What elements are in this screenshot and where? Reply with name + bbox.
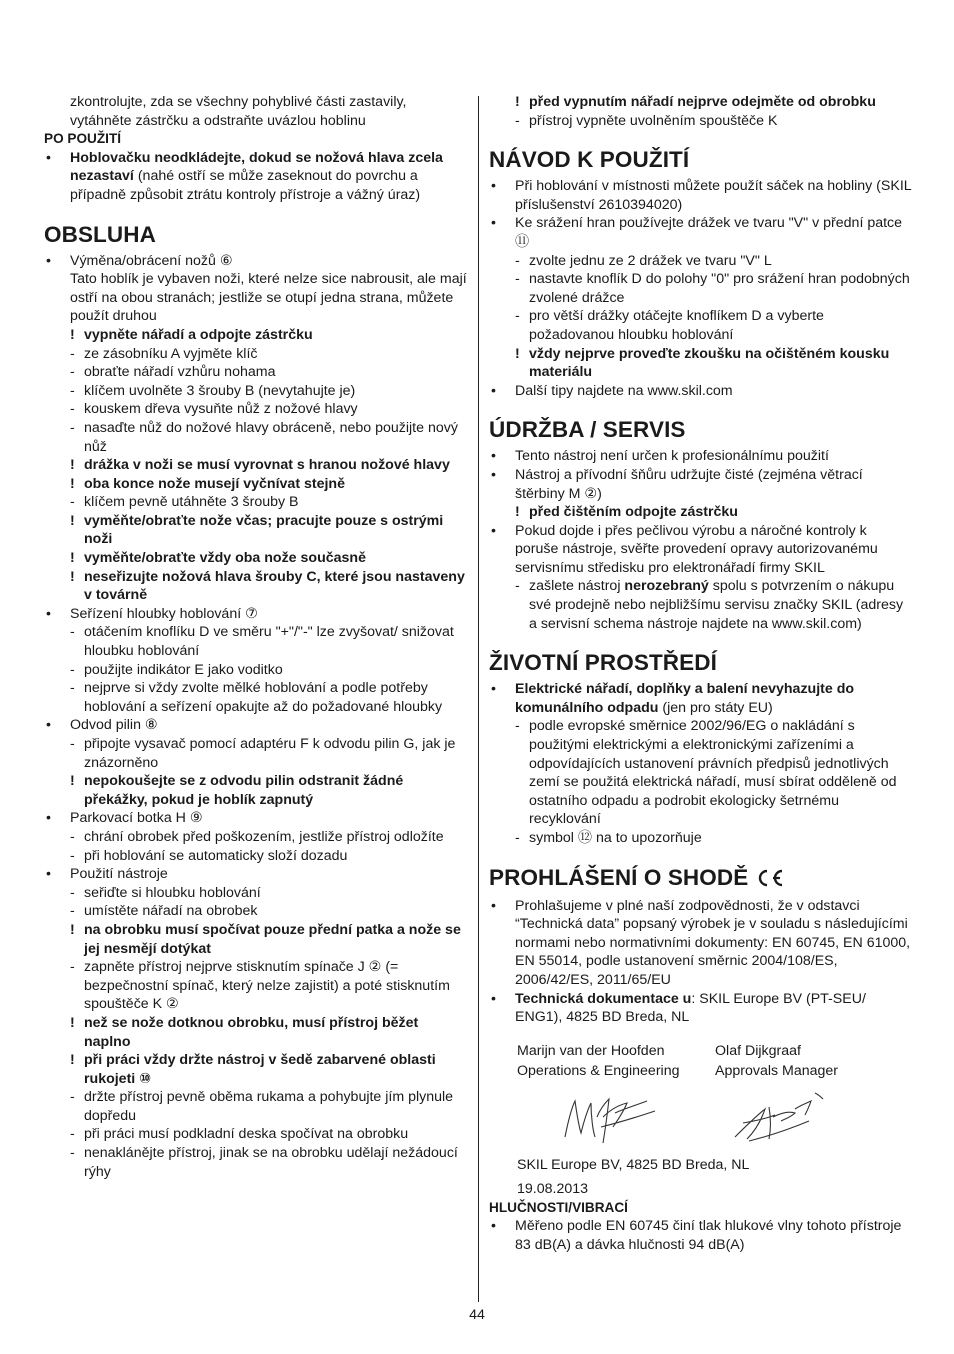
list-item: • Další tipy najdete na www.skil.com [489,382,913,401]
section-heading-obsluha: OBSLUHA [44,221,156,247]
list-item: - při hoblování se automaticky složí dozadu [44,847,468,866]
list-item: • Nástroj a přívodní šňůru udržujte čisté (zejména větrací štěrbiny M ②) [489,466,913,503]
list-item: - klíčem pevně utáhněte 3 šrouby B [44,493,468,512]
list-item: • Použití nástroje [44,865,468,884]
zivotni-list [489,680,913,717]
right-column [489,93,913,1255]
warning-item: ! drážka v noži se musí vyrovnat s hranou nožové hlavy [44,456,468,475]
list-item: - nejprve si vždy zvolte mělké hoblování a podle potřeby hoblování a seřízení opakujte až do požadované hloubky [44,679,468,716]
signature-1-image [557,1087,667,1149]
list-item: Tato hoblík je vybaven noži, které nelze sice nabrousit, ale mají ostří na obou stranách; jestliže se otupí jedna strana, můžete použít druhou [70,271,467,325]
list-item [489,990,913,1027]
signatory-1-name: Marijn van der Hoofden [517,1042,665,1059]
warning-item: ! vyměňte/obraťte vždy oba nože současně [44,549,468,568]
warning-item: ! než se nože dotknou obrobku, musí přístroj běžet naplno [44,1014,468,1051]
left-column [44,93,468,1181]
udrzba-dash-post: spolu s potvrzením o nákupu své prodejně nebo nejbližšímu servisu značky SKIL (adresy a servisní schema nástroje najdete na www.skil.com) [529,578,904,632]
warning-item: ! vypněte nářadí a odpojte zástrčku [44,326,468,345]
signatory-2 [715,1041,913,1155]
obsluha-list [44,252,468,1182]
udrzba-dash-pre: zašlete nástroj [529,578,625,595]
list-item: - připojte vysavač pomocí adaptéru F k odvodu pilin G, jak je znázorněno [44,735,468,772]
list-item [489,680,913,717]
list-item [489,577,913,633]
list-item: - nenaklánějte přístroj, jinak se na obrobku udělají nežádoucí rýhy [44,1144,468,1181]
prohlaseni-heading-text: PROHLÁŠENÍ O SHODĚ [489,864,749,890]
tech-doc-bold: Technická dokumentace u [515,990,692,1007]
list-item: - podle evropské směrnice 2002/96/EG o nakládání s použitými elektrickými a elektronickými zařízeními a odpovídajících ustanovení právních předpisů jednotlivých zemí se použitá elektrická nářadí, musí sbírat odděleně od ostatního odpadu a podrobit ekologicky šetrnému recyklování [489,717,913,829]
tech-doc-rest: : SKIL Europe BV (PT-SEU/ ENG1), 4825 BD Breda, NL [515,990,866,1026]
list-item: - klíčem uvolněte 3 šrouby B (nevytahujte je) [44,382,468,401]
warning-item: ! na obrobku musí spočívat pouze přední patka a nože se jej nesmějí dotýkat [44,921,468,958]
column-divider [478,96,479,1302]
after-use-list [44,149,468,205]
zivotni-rest: (jen pro státy EU) [658,699,773,716]
signatory-1 [517,1041,715,1155]
ce-mark-icon [755,868,785,888]
signature-2-image [725,1087,835,1149]
list-item: - přístroj vypněte uvolněním spouštěče K [489,112,913,131]
warning-item: ! před vypnutím nářadí nejprve odejměte od obrobku [489,93,913,112]
after-use-rest: (nahé ostří se může zaseknout do povrchu a případně způsobit ztrátu kontroly přístroje a vážný úraz) [70,168,421,203]
warning-item: ! nepokoušejte se z odvodu pilin odstranit žádné překážky, pokud je hoblík zapnutý [44,772,468,809]
right-top-list [489,93,913,130]
list-item: - při práci musí podkladní deska spočívat na obrobku [44,1125,468,1144]
list-item: - držte přístroj pevně oběma rukama a pohybujte jím plynule dopředu [44,1088,468,1125]
list-item: - pro větší drážky otáčejte knoflíkem D a vyberte požadovanou hloubku hoblování [489,307,913,344]
udrzba-sublist [489,577,913,633]
list-item: - ze zásobníku A vyjměte klíč [44,345,468,364]
list-item: - nasaďte nůž do nožové hlavy obráceně, nebo použijte nový nůž [44,419,468,456]
section-heading-udrzba: ÚDRŽBA / SERVIS [489,417,686,443]
after-use-bold: Hoblovačku neodkládejte, dokud se nožová hlava zcela nezastaví [70,149,443,185]
zivotni-sublist [489,717,913,847]
warning-item: ! oba konce nože musejí vyčnívat stejně [44,475,468,494]
section-heading-navod: NÁVOD K POUŽITÍ [489,147,690,173]
signatory-2-title: Approvals Manager [715,1062,839,1079]
list-item: - zapněte přístroj nejprve stisknutím spínače J ② (= bezpečnostní spínač, který nelze zajistit) a poté stisknutím spouštěče K ② [44,958,468,1014]
section-heading-zivotni: ŽIVOTNÍ PROSTŘEDÍ [489,650,717,676]
signatories [517,1041,913,1155]
list-item: - umístěte nářadí na obrobek [44,902,468,921]
list-item: - kouskem dřeva vysuňte nůž z nožové hlavy [44,400,468,419]
list-item: - seřiďte si hloubku hoblování [44,884,468,903]
list-item: • Parkovací botka H ⑨ [44,809,468,828]
company-address: SKIL Europe BV, 4825 BD Breda, NL [517,1156,750,1173]
zivotni-bold: Elektrické nářadí, doplňky a balení nevyhazujte do komunálního odpadu [515,681,855,716]
list-item: - použijte indikátor E jako voditko [44,661,468,680]
list-item: • Měřeno podle EN 60745 činí tlak hlukové vlny tohoto přístroje 83 dB(A) a dávka hlučnosti 94 dB(A) [489,1217,913,1254]
list-item: • Odvod pilin ⑧ [44,716,468,735]
warning-item: ! vyměňte/obraťte nože včas; pracujte pouze s ostrými noži [44,512,468,549]
declaration-date: 19.08.2013 [517,1180,589,1197]
warning-item: ! neseřizujte nožová hlava šrouby C, které jsou nastaveny v továrně [44,568,468,605]
noise-list [489,1217,913,1254]
list-item: - symbol ⑫ na to upozorňuje [489,829,913,848]
list-item: • Tento nástroj není určen k profesionálnímu použití [489,447,913,466]
list-item: • Při hoblování v místnosti můžete použít sáček na hobliny (SKIL příslušenství 2610394020) [489,177,913,214]
list-item: • Prohlašujeme v plné naší zodpovědnosti, že v odstavci “Technická data” popsaný výrobek je v souladu s následujícími normami nebo normativními dokumenty: EN 60745, EN 61000, EN 55014, podle ustanovení směrnic 2004/108/ES, 2006/42/ES, 2011/65/EU [489,897,913,990]
udrzba-list [489,447,913,577]
list-item: • Seřízení hloubky hoblování ⑦ [44,605,468,624]
list-item: - chrání obrobek před poškozením, jestliže přístroj odložíte [44,828,468,847]
warning-item: ! při práci vždy držte nástroj v šedě zabarvené oblasti rukojeti ⑩ [44,1051,468,1088]
list-item: - nastavte knoflík D do polohy "0" pro srážení hran podobných zvolené drážce [489,270,913,307]
list-item: - otáčením knoflíku D ve směru "+"/"-" lze zvyšovat/ snižovat hloubku hoblování [44,623,468,660]
page-number: 44 [469,1307,485,1323]
noise-heading: HLUČNOSTI/VIBRACÍ [489,1199,628,1215]
warning-item: ! vždy nejprve proveďte zkoušku na očištěném kousku materiálu [489,345,913,382]
warning-item: ! před čištěním odpojte zástrčku [489,503,913,522]
list-item: • Výměna/obrácení nožů ⑥ [44,252,468,271]
list-item: - obraťte nářadí vzhůru nohama [44,363,468,382]
section-heading-prohlaseni [489,865,913,891]
list-item: • Ke srážení hran používejte drážek ve tvaru "V" v přední patce ⑪ [489,214,913,251]
signatory-2-name: Olaf Dijkgraaf [715,1042,801,1059]
after-use-heading: PO POUŽITÍ [44,131,122,147]
list-item [44,149,468,205]
navod-list [489,177,913,400]
list-item: - zvolte jednu ze 2 drážek ve tvaru "V" L [489,252,913,271]
prohlaseni-list [489,897,913,1027]
list-item: • Pokud dojde i přes pečlivou výrobu a náročné kontroly k poruše nástroje, svěřte provedení opravy autorizovanému servisnímu středisku pro elektronářadí firmy SKIL [489,522,913,578]
udrzba-dash-bold: nerozebraný [624,578,709,595]
intro-text: zkontrolujte, zda se všechny pohyblivé části zastavily, vytáhněte zástrčku a odstraňte uvázlou hoblinu [70,94,407,129]
signatory-1-title: Operations & Engineering [517,1062,680,1079]
